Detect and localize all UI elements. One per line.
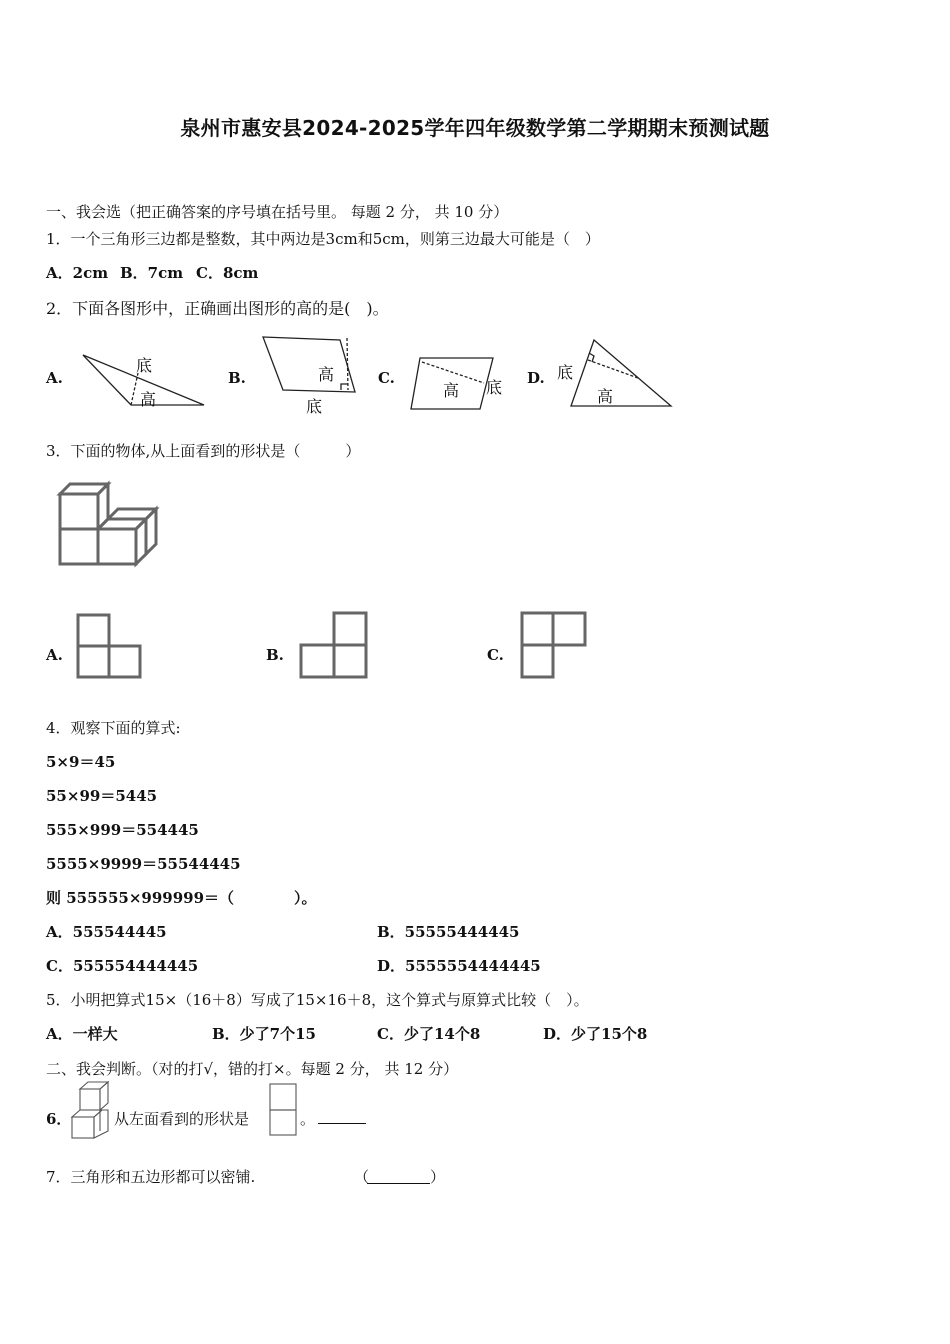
q3-stem: 3．下面的物体,从上面看到的形状是（ ） xyxy=(46,442,361,460)
q2-d-height-label: 高 xyxy=(597,387,614,406)
q2-label-b: B. xyxy=(228,369,246,387)
q5-option-d: D．少了15个8 xyxy=(543,1025,648,1043)
q5-option-c: C．少了14个8 xyxy=(377,1025,481,1043)
q4-equation: 55×99＝5445 xyxy=(46,787,158,805)
q2-b-base-label: 底 xyxy=(306,397,323,416)
q4-stem: 4．观察下面的算式: xyxy=(46,719,181,737)
section-2-heading: 二、我会判断。（对的打√，错的打×。每题 2 分， 共 12 分） xyxy=(46,1060,459,1078)
q7-paren-open: （ xyxy=(354,1168,370,1186)
q2-d-base-label: 底 xyxy=(557,363,574,382)
q7-paren-close: ） xyxy=(430,1168,446,1186)
q2-a-height-label: 高 xyxy=(140,390,157,409)
q2-label-c: C. xyxy=(378,369,395,387)
q6-side-view xyxy=(270,1084,296,1135)
q6-answer-blank[interactable] xyxy=(318,1122,366,1124)
q6-cube-stack xyxy=(72,1082,108,1138)
q3-label-c: C. xyxy=(487,646,504,664)
q4-option-a: A．555544445 xyxy=(46,923,167,941)
q4-equation: 5×9＝45 xyxy=(46,753,116,771)
q7-answer-blank[interactable] xyxy=(367,1182,430,1184)
q4-option-c: C．555554444445 xyxy=(46,957,199,975)
q2-c-base-label: 底 xyxy=(486,378,503,397)
q2-c-height-label: 高 xyxy=(443,381,460,400)
q2-b-height-label: 高 xyxy=(318,365,335,384)
q6-text: 从左面看到的形状是 xyxy=(114,1110,250,1128)
q3-label-a: A. xyxy=(46,646,63,664)
page-title: 泉州市惠安县2024-2025学年四年级数学第二学期期末预测试题 xyxy=(180,116,770,140)
section-1-heading: 一、我会选（把正确答案的序号填在括号里。 每题 2 分， 共 10 分） xyxy=(46,203,509,221)
q4-equation: 5555×9999＝55544445 xyxy=(46,855,241,873)
q5-option-a: A．一样大 xyxy=(46,1025,118,1043)
q5-stem: 5．小明把算式15×（16＋8）写成了15×16＋8，这个算式与原算式比较（ ）。 xyxy=(46,991,589,1009)
q4-option-d: D．5555554444445 xyxy=(377,957,541,975)
q2-stem: 2．下面各图形中，正确画出图形的高的是( )。 xyxy=(46,299,389,318)
q1-option-c: C．8cm xyxy=(196,264,259,282)
q6-end: 。 xyxy=(300,1110,316,1128)
q1-option-a: A．2cm xyxy=(46,264,109,282)
q1-stem: 1．一个三角形三边都是整数，其中两边是3cm和5cm，则第三边最大可能是（ ） xyxy=(46,230,600,248)
q6-number: 6． xyxy=(46,1110,72,1128)
q7-stem: 7．三角形和五边形都可以密铺. xyxy=(46,1168,256,1186)
q4-option-b: B．55555444445 xyxy=(377,923,520,941)
q2-a-base-label: 底 xyxy=(136,356,153,375)
q5-option-b: B．少了7个15 xyxy=(212,1025,316,1043)
q1-option-b: B．7cm xyxy=(120,264,184,282)
q3-label-b: B. xyxy=(266,646,284,664)
q2-label-a: A. xyxy=(46,369,63,387)
q4-question: 则 555555×999999＝（ ）。 xyxy=(46,889,317,907)
q2-label-d: D. xyxy=(527,369,545,387)
q4-equation: 555×999＝554445 xyxy=(46,821,199,839)
